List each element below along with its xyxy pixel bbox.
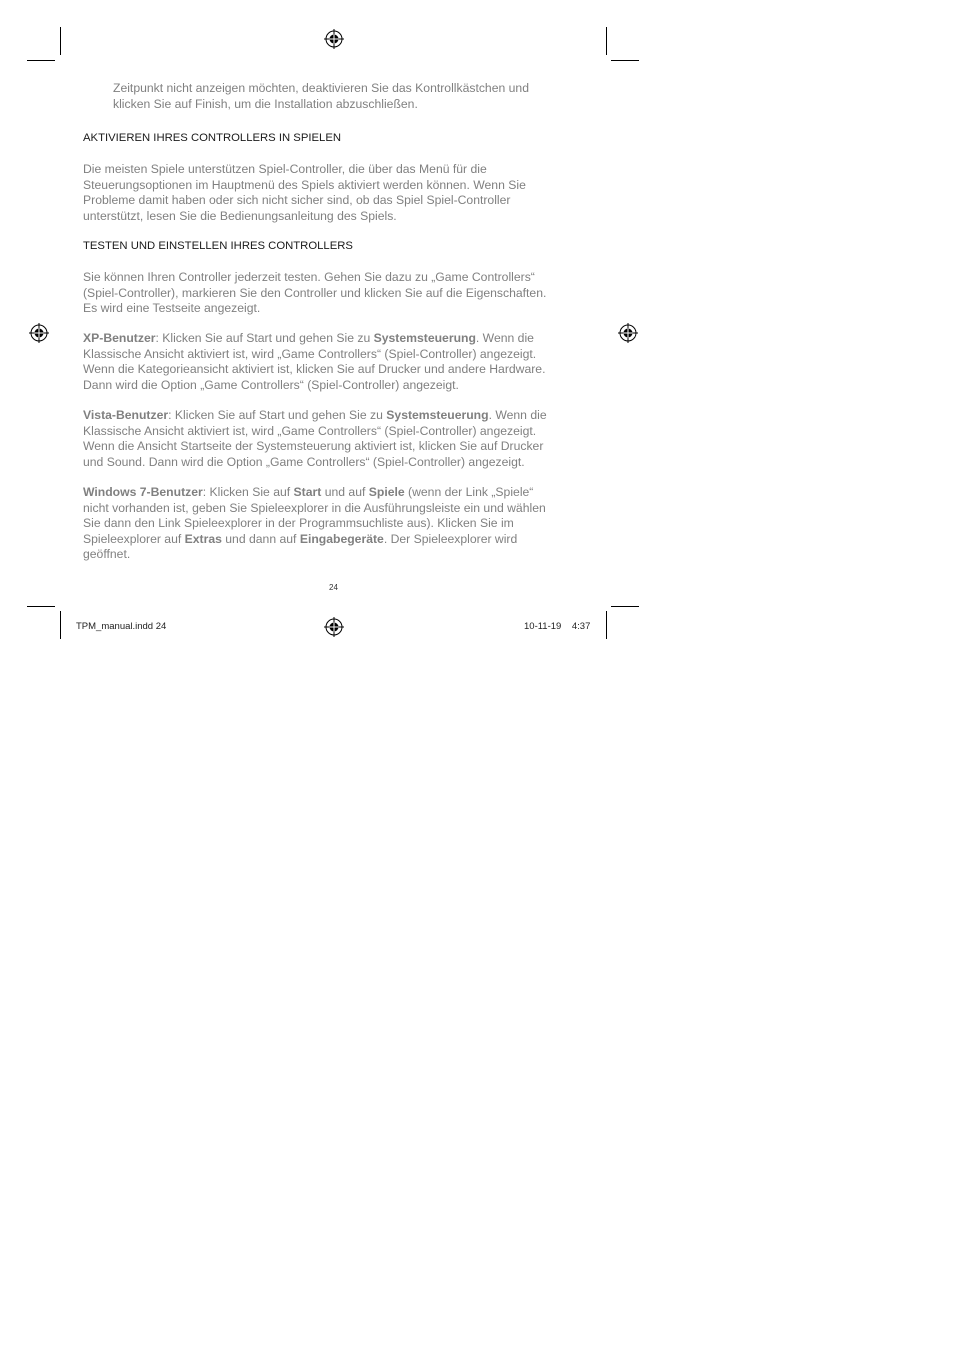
registration-mark-icon [618,323,638,343]
paragraph-line: geöffnet. [83,547,131,561]
text-run: . Der Spieleexplorer wird [383,531,518,546]
paragraph-line: Sie dann den Link Spieleexplorer in der Programmsuchliste aus). Klicken Sie im [83,516,514,530]
paragraph-line: Klassische Ansicht aktiviert ist, wird „Game Controllers“ (Spiel-Controller) angezeigt. [83,423,537,438]
text-run: (wenn der Link „Spiele“ [404,485,534,499]
paragraph-line: unterstützt, lesen Sie die Bedienungsanleitung des Spiels. [83,208,397,223]
paragraph-line: Es wird eine Testseite angezeigt. [83,301,261,315]
registration-mark-icon [324,617,344,637]
crop-mark [27,60,55,61]
bold-term: Eingabegeräte [299,531,384,546]
paragraph-line: nicht vorhanden ist, geben Sie Spieleexplorer in die Ausführungsleiste ein und wählen [83,500,546,515]
slug-date: 10-11-19 4:37 [524,621,591,632]
crop-mark [27,606,55,607]
text-run: : Klicken Sie auf [202,485,294,499]
bold-term: Systemsteuerung [386,408,489,422]
crop-mark [60,27,61,55]
registration-mark-icon [29,323,49,343]
paragraph-line [83,485,546,501]
crop-mark [606,27,607,55]
win7-paragraph [83,485,546,563]
paragraph-line: Wenn die Kategorieansicht aktiviert ist, klicken Sie auf Drucker und andere Hardware. [83,362,546,376]
paragraph-line: und Sound. Dann wird die Option „Game Controllers“ (Spiel-Controller) angezeigt. [83,454,525,469]
intro-line: Zeitpunkt nicht anzeigen möchten, deaktivieren Sie das Kontrollkästchen und [113,81,529,95]
xp-label: XP-Benutzer [83,331,156,345]
vista-paragraph [83,408,547,470]
text-run: : Klicken Sie auf Start und gehen Sie zu [168,408,387,422]
win7-label: Windows 7-Benutzer [83,485,203,499]
bold-term: Systemsteuerung [373,331,476,345]
paragraph-line: Wenn die Ansicht Startseite der Systemsteuerung aktiviert ist, klicken Sie auf Drucker [83,439,544,453]
crop-mark [606,611,607,639]
paragraph-line [83,532,546,548]
section-heading: TESTEN UND EINSTELLEN IHRES CONTROLLERS [83,240,353,252]
text-run: und auf [321,485,369,499]
text-run: Spieleexplorer auf [83,531,185,546]
intro-paragraph [113,81,529,112]
section1-paragraph [83,162,526,224]
bold-term: Extras [184,531,222,546]
paragraph-line: Sie können Ihren Controller jederzeit testen. Gehen Sie dazu zu „Game Controllers“ [83,270,535,284]
paragraph-line: Klassische Ansicht aktiviert ist, wird „Game Controllers“ (Spiel-Controller) angezeigt. [83,346,537,361]
text-run: . Wenn die [475,331,534,345]
paragraph-line: Die meisten Spiele unterstützen Spiel-Controller, die über das Menü für die [83,162,487,176]
paragraph-line: Steuerungsoptionen im Hauptmenü des Spiels aktiviert werden können. Wenn Sie [83,177,526,192]
bold-term: Start [293,485,322,499]
crop-mark [611,606,639,607]
paragraph-line: Probleme damit haben oder sich nicht sicher sind, ob das Spiel Spiel-Controller [83,193,511,207]
xp-paragraph [83,331,545,393]
paragraph-line: (Spiel-Controller), markieren Sie den Controller und klicken Sie auf die Eigenschaften. [83,285,547,300]
crop-mark [611,60,639,61]
paragraph-line [83,331,545,347]
bold-term: Spiele [368,485,405,499]
slug-filename: TPM_manual.indd 24 [76,621,167,632]
vista-label: Vista-Benutzer [83,408,169,422]
paragraph-line [83,408,547,424]
text-run: . Wenn die [488,408,547,422]
text-run: : Klicken Sie auf Start und gehen Sie zu [155,331,374,345]
intro-line: klicken Sie auf Finish, um die Installation abzuschließen. [113,96,418,111]
registration-mark-icon [324,29,344,49]
section2-paragraph [83,270,546,317]
page-number: 24 [329,583,338,592]
section-heading: AKTIVIEREN IHRES CONTROLLERS IN SPIELEN [83,132,342,144]
paragraph-line: Dann wird die Option „Game Controllers“ (Spiel-Controller) angezeigt. [83,377,459,392]
text-run: und dann auf [221,531,300,546]
crop-mark [60,611,61,639]
